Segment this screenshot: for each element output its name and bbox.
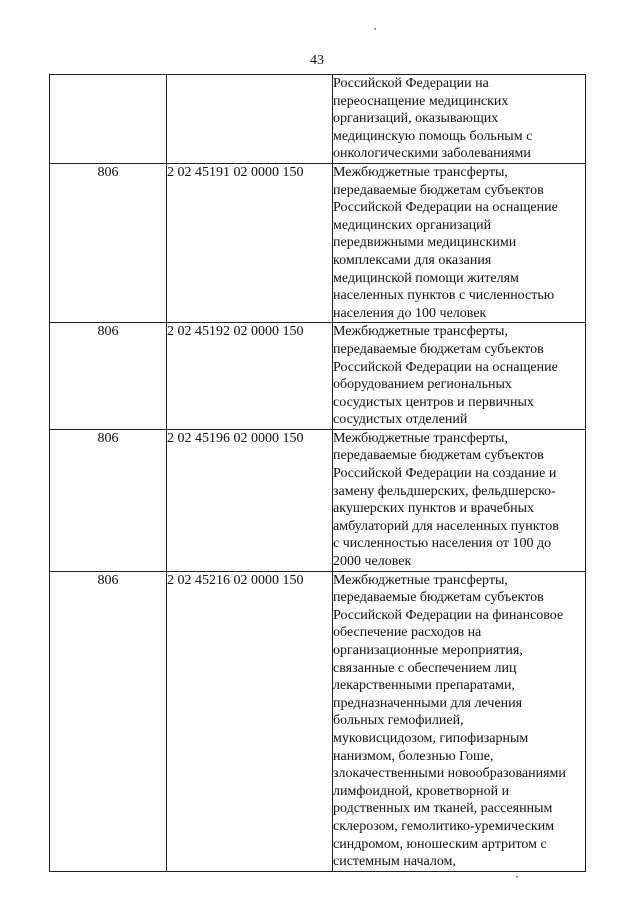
budget-code-cell [167,75,333,164]
scan-speck [516,876,518,878]
admin-code-cell: 806 [50,571,167,871]
scan-speck [374,28,376,30]
admin-code-cell: 806 [50,429,167,571]
table-row [50,571,586,871]
description-cell [333,163,586,322]
description-text: Межбюджетные трансферты, передаваемые бюджетам субъектов Российской Федерации на создание и замену фельдшерских, фельдшерско- акушерских пунктов и врачебных амбулаторий для населенных пунктов с численностью населения от 100 до 2000 человек [333,430,559,570]
description-text: Межбюджетные трансферты, передаваемые бюджетам субъектов Российской Федерации на оснащение оборудованием региональных сосудистых центров и первичных сосудистых отделений [333,324,558,428]
description-cell [333,75,586,164]
admin-code-cell: 806 [50,323,167,430]
budget-classification-table [49,74,586,872]
description-cell [333,571,586,871]
budget-code-cell: 2 02 45196 02 0000 150 [167,429,333,571]
table-row [50,429,586,571]
page-number: 43 [310,53,324,68]
table-body [50,75,586,872]
description-cell [333,323,586,430]
budget-code-cell: 2 02 45191 02 0000 150 [167,163,333,322]
table-row [50,163,586,322]
description-text: Российской Федерации на переоснащение медицинских организаций, оказывающих медицинскую помощь больным с онкологическими заболеваниями [333,76,533,162]
description-text: Межбюджетные трансферты, передаваемые бюджетам субъектов Российской Федерации на оснащение медицинских организаций передвижными медицинскими комплексами для оказания медицинской помощи жителям населенных пунктов с численностью населения до 100 человек [333,164,558,321]
table-row [50,75,586,164]
admin-code-cell [50,75,167,164]
budget-code-cell: 2 02 45192 02 0000 150 [167,323,333,430]
description-cell [333,429,586,571]
table-row [50,323,586,430]
admin-code-cell: 806 [50,163,167,322]
description-text: Межбюджетные трансферты, передаваемые бюджетам субъектов Российской Федерации на финансовое обеспечение расходов на организационные мероприятия, связанные с обеспечением лиц лекарственными препаратами, предназначенными для лечения больных гемофилией, муковисцидозом, гипофизарным нанизмом, болезнью Гоше, злокачественными новообразованиями лимфоидной, кроветворной и родственных им тканей, рассеянным склерозом, гемолитико-уремическим синдромом, юношеским артритом с системным началом, [333,572,566,870]
budget-code-cell: 2 02 45216 02 0000 150 [167,571,333,871]
